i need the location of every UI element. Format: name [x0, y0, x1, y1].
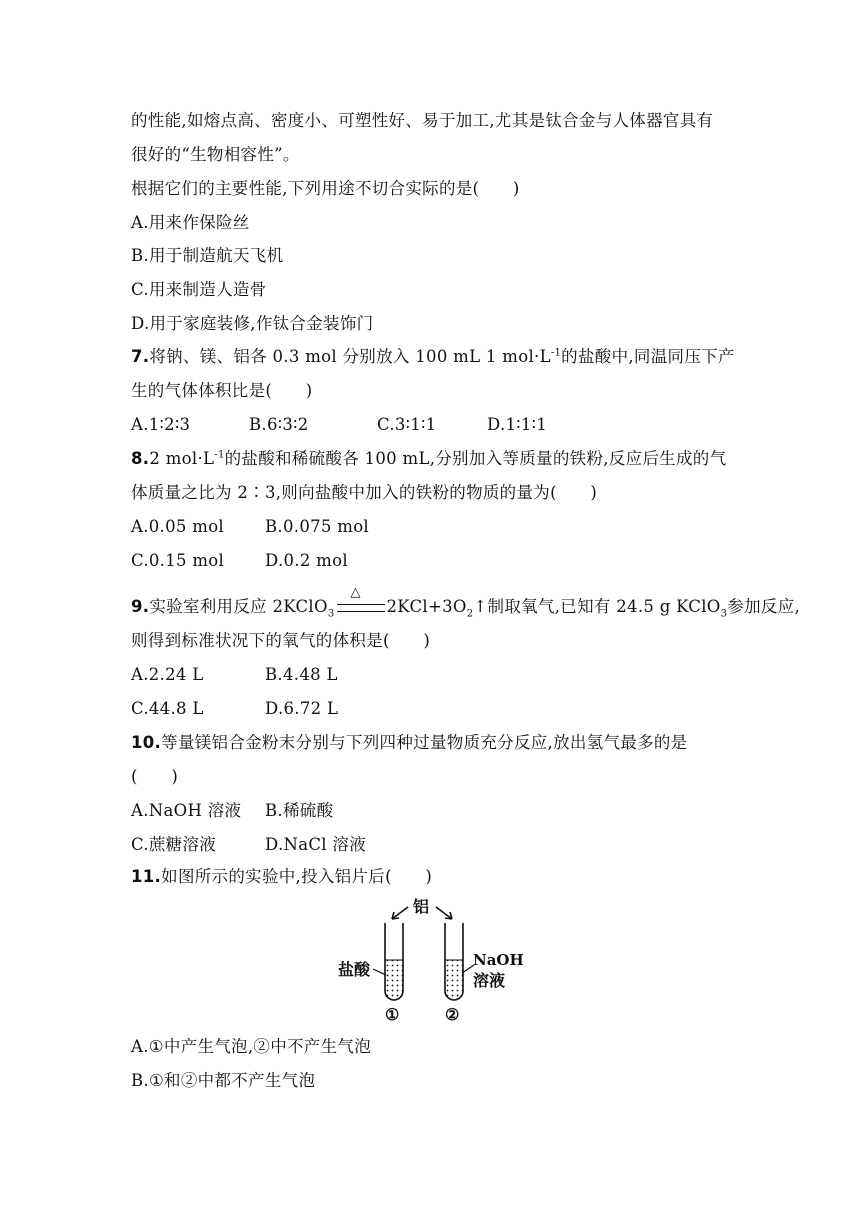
q6-option-d: D.用于家庭装修,作钛合金装饰门	[131, 314, 374, 333]
q10-number: 10.	[131, 733, 162, 752]
q9-option-c: C.44.8 L	[131, 699, 204, 718]
naoh-solution-liquid	[445, 960, 463, 1000]
q7-option-d: D.1∶1∶1	[487, 415, 548, 434]
naoh-label: NaOH	[473, 951, 524, 969]
q10-option-c: C.蔗糖溶液	[131, 835, 217, 854]
q9-option-a: A.2.24 L	[131, 665, 204, 684]
q11-option-b: B.①和②中都不产生气泡	[131, 1071, 316, 1090]
q10-options-row-1	[131, 800, 333, 822]
q7-stem-line-2: 生的气体体积比是( )	[131, 381, 313, 400]
q9-option-b: B.4.48 L	[265, 665, 338, 684]
intro-line-1: 的性能,如熔点高、密度小、可塑性好、易于加工,尤其是钛合金与人体器官具有	[131, 111, 714, 130]
heating-condition-sign	[335, 585, 387, 618]
q8-option-a: A.0.05 mol	[131, 517, 225, 536]
q6-option-a: A.用来作保险丝	[131, 213, 250, 232]
hydrochloric-acid-liquid	[385, 960, 403, 1000]
q9-number: 9.	[131, 597, 150, 616]
test-tube-figure	[330, 893, 530, 1028]
intro-line-2: 很好的“生物相容性”。	[131, 145, 300, 164]
q10-options-row-2	[131, 834, 366, 856]
q8-options-row-2	[131, 550, 348, 572]
q10-option-b: B.稀硫酸	[265, 801, 334, 820]
q10-option-d: D.NaCl 溶液	[265, 835, 367, 854]
q8-stem: 8.2 $mol\cdot L^{-1}$的盐酸和稀硫酸各 100 mL,分别加入等质量的铁粉,反应后生成的气	[131, 449, 727, 468]
leader-line-1	[373, 969, 386, 975]
q8-options-row-1	[131, 516, 369, 538]
q7-option-a: A.1∶2∶3	[131, 415, 191, 434]
q6-option-c: C.用来制造人造骨	[131, 280, 267, 299]
q6-option-b: B.用于制造航天飞机	[131, 246, 284, 265]
q8-option-c: C.0.15 mol	[131, 551, 225, 570]
solution-label: 溶液	[473, 971, 506, 990]
q8-option-b: B.0.075 mol	[265, 517, 370, 536]
q11-number: 11.	[131, 867, 162, 886]
q7-option-b: B.6∶3∶2	[249, 415, 309, 434]
q7-option-c: C.3∶1∶1	[377, 415, 437, 434]
q9-options-row-1	[131, 664, 338, 686]
heat-triangle-icon: △	[350, 585, 361, 600]
tube-1-number: ①	[385, 1005, 400, 1024]
q8-stem-line-2: 体质量之比为 2∶3,则向盐酸中加入的铁粉的物质的量为( )	[131, 483, 598, 502]
q10-stem-line-2: ( )	[131, 767, 179, 786]
q10-option-a: A.NaOH 溶液	[131, 801, 242, 820]
equals-bars	[337, 604, 385, 612]
q8-option-d: D.0.2 mol	[265, 551, 348, 570]
aluminum-label: 铝	[413, 897, 430, 916]
hydrochloric-acid-label: 盐酸	[338, 960, 371, 979]
q11-option-a: A.①中产生气泡,②中不产生气泡	[131, 1037, 371, 1056]
q7-number: 7.	[131, 347, 150, 366]
q9-options-row-2	[131, 698, 338, 720]
q9-stem-line-2: 则得到标准状况下的氧气的体积是( )	[131, 631, 431, 650]
q7-options	[131, 414, 547, 436]
q10-stem: 10.等量镁铝合金粉末分别与下列四种过量物质充分反应,放出氢气最多的是	[131, 733, 688, 752]
tube-2-number: ②	[445, 1005, 460, 1024]
q8-number: 8.	[131, 449, 150, 468]
q11-stem: 11.如图所示的实验中,投入铝片后( )	[131, 867, 433, 886]
q9-stem: 9.实验室利用反应 2KClO$_3$ △ $2KCl+3O_2↑$制取氧气,已知有 24.5 g KClO$_3$参加反应,	[131, 596, 800, 618]
q6-stem: 根据它们的主要性能,下列用途不切合实际的是( )	[131, 179, 520, 198]
q9-option-d: D.6.72 L	[265, 699, 339, 718]
q7-stem: 7.将钠、镁、铝各 0.3 mol 分别放入 100 mL 1 $mol\cdot L^{-1}$的盐酸中,同温同压下产	[131, 347, 735, 366]
